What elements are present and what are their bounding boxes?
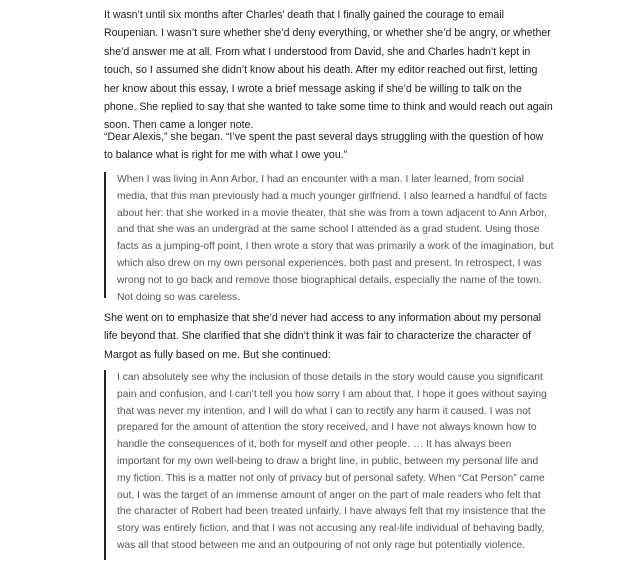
quote-text: When I was living in Ann Arbor, I had an encounter with a man. I later learned, from social media, that this man previously had a much younger girlfriend. I also learned a handful of facts about her: that she worked in a movie theater, that she was from a town adjacent to Ann Arbor, and that she was an undergrad at the same school I attended as a grad student. Using those facts as a jumping-off point, I then wrote a story that was primarily a work of the imagination, but which also drew on my own personal experiences, both past and present. In retrospect, I was wrong not to go back and remove those biographical details, especially the name of the town. Not doing so was careless. bbox=[117, 174, 554, 303]
paragraph-she-went-on: She went on to emphasize that she’d never had access to any information about my personal life beyond that. She clarified that she didn’t think it was fair to characterize the character of Margot as fully based on me. But she continued: bbox=[104, 312, 541, 361]
blockquote-ann-arbor bbox=[104, 172, 554, 303]
paragraph-dear-alexis: “Dear Alexis,” she began. “I’ve spent the past several days struggling with the question of how to balance what is right for me with what I owe you.” bbox=[104, 131, 544, 162]
blockquote-apology bbox=[104, 370, 554, 560]
quote-text: I can absolutely see why the inclusion of those details in the story would cause you significant pain and confusion, and I can’t tell you how sorry I am about that. I hope it goes without saying that was never my intention, and I will do what I can to rectify any harm it caused. I was not prepared for the amount of attention the story received, and I have not always known how to handle the consequences of it, both for myself and other people. … It has always been important for my own well-being to draw a bright line, in public, between my personal life and my fiction. This is a matter not only of privacy but of personal safety. When “Cat Person” came out, I was the target of an immense amount of anger on the part of male readers who felt that the character of Robert had been treated unfairly. I have always felt that my insistence that the story was entirely fiction, and that I was not accusing any real-life individual of behaving badly, was all that stood between me and an outpouring of not only rage but potentially violence. bbox=[117, 372, 547, 551]
paragraph-email-roupenian: It wasn’t until six months after Charles’ death that I finally gained the courage to email Roupenian. I wasn’t sure whether she’d deny everything, or whether she’d be angry, or whether she’d answer me at all. From what I understood from David, she and Charles hadn’t kept in touch, so I assumed she didn’t know about his death. After my editor reached out first, letting her know about this essay, I wrote a brief message asking if she’d be willing to talk on the phone. She replied to say that she wanted to take some time to think and would reach out again soon. Then came a longer note. bbox=[104, 9, 553, 132]
